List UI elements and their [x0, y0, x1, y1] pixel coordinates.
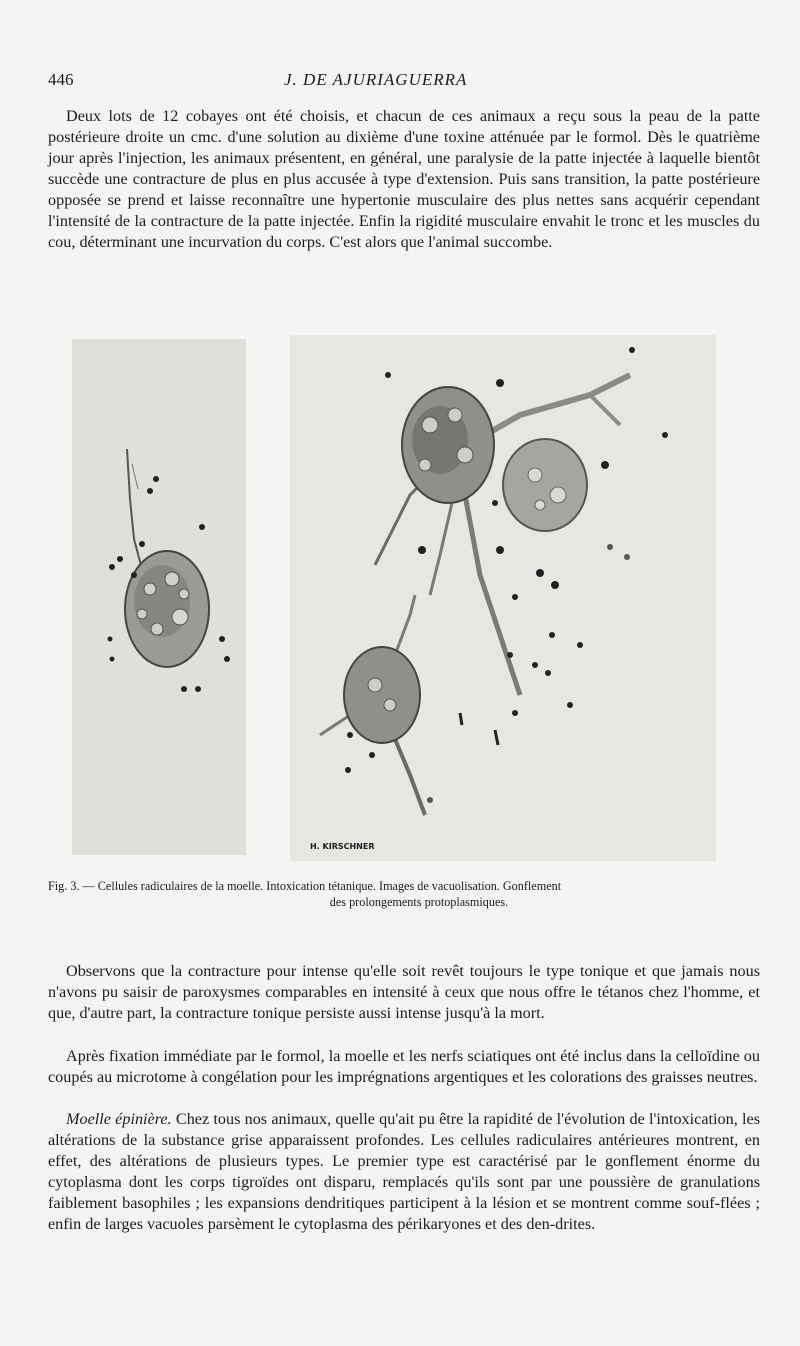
neuron-drawing-left	[72, 339, 246, 855]
figure-panel-right	[290, 335, 716, 861]
caption-text-line1: — Cellules radiculaires de la moelle. Intoxication tétanique. Images de vacuolisation. Gonflement	[79, 879, 562, 893]
paragraph-3: Après fixation immédiate par le formol, la moelle et les nerfs sciatiques ont été inclus dans la celloïdine ou coupés au microtome à congélation pour les imprégnations argentiques et les colorations des graisses neutres.	[48, 1047, 760, 1086]
page-header	[48, 70, 748, 94]
paragraph-2: Observons que la contracture pour intense qu'elle soit revêt toujours le type tonique et que jamais nous n'avons pu saisir de paroxysmes comparables en intensité à ceux que nous offre le tétanos chez l'homme, et que, d'autre part, la contracture tonique persiste aussi intense jusqu'à la mort.	[48, 962, 760, 1022]
paragraph-4	[48, 1109, 760, 1235]
section-lead-moelle-epiniere: Moelle épinière.	[66, 1110, 172, 1128]
caption-text-line2: des prolongements protoplasmiques.	[329, 895, 509, 909]
neuron-drawing-right	[290, 335, 716, 861]
caption-label: Fig. 3.	[48, 879, 80, 893]
paragraph-1: Deux lots de 12 cobayes ont été choisis, et chacun de ces animaux a reçu sous la peau de la patte postérieure droite un cmc. d'une solution au dixième d'une toxine atténuée par le formol. Dès le quatrième jour après l'injection, les animaux présentent, en général, une paralysie de la patte injectée à laquelle bientôt succède une contracture de plus en plus accusée à type d'extension. Puis sans transition, la patte postérieure opposée se prend et laisse reconnaître une hypertonie musculaire des plus nettes sans acquérir cependant l'intensité de la contracture de la patte injectée. Enfin la rigidité musculaire envahit le tronc et les muscles du cou, déterminant une incurvation du corps. C'est alors que l'animal succombe.	[48, 107, 760, 251]
paragraph-4-text: Chez tous nos animaux, quelle qu'ait pu être la rapidité de l'évolution de l'intoxication, les altérations de la substance grise apparaissent profondes. Les cellules radiculaires antérieures montrent, en effet, des altérations de plusieurs types. Le premier type est caractérisé par le gonflement énorme du cytoplasma dont les corps tigroïdes ont disparu, remplacés qu'ils sont par une poussière de granulations faiblement basophiles ; les expansions dendritiques participent à la lésion et se montrent comme souf-flées ; enfin de larges vacuoles parsèment le cytoplasma des périkaryones et des den-drites.	[48, 1110, 760, 1233]
figure-panel-left	[72, 339, 246, 855]
illustrator-signature: H. KIRSCHNER	[310, 842, 375, 851]
figure-caption	[48, 878, 760, 910]
running-head: J. DE AJURIAGUERRA	[284, 70, 468, 89]
figure-3	[72, 335, 720, 865]
page-number: 446	[48, 70, 74, 89]
